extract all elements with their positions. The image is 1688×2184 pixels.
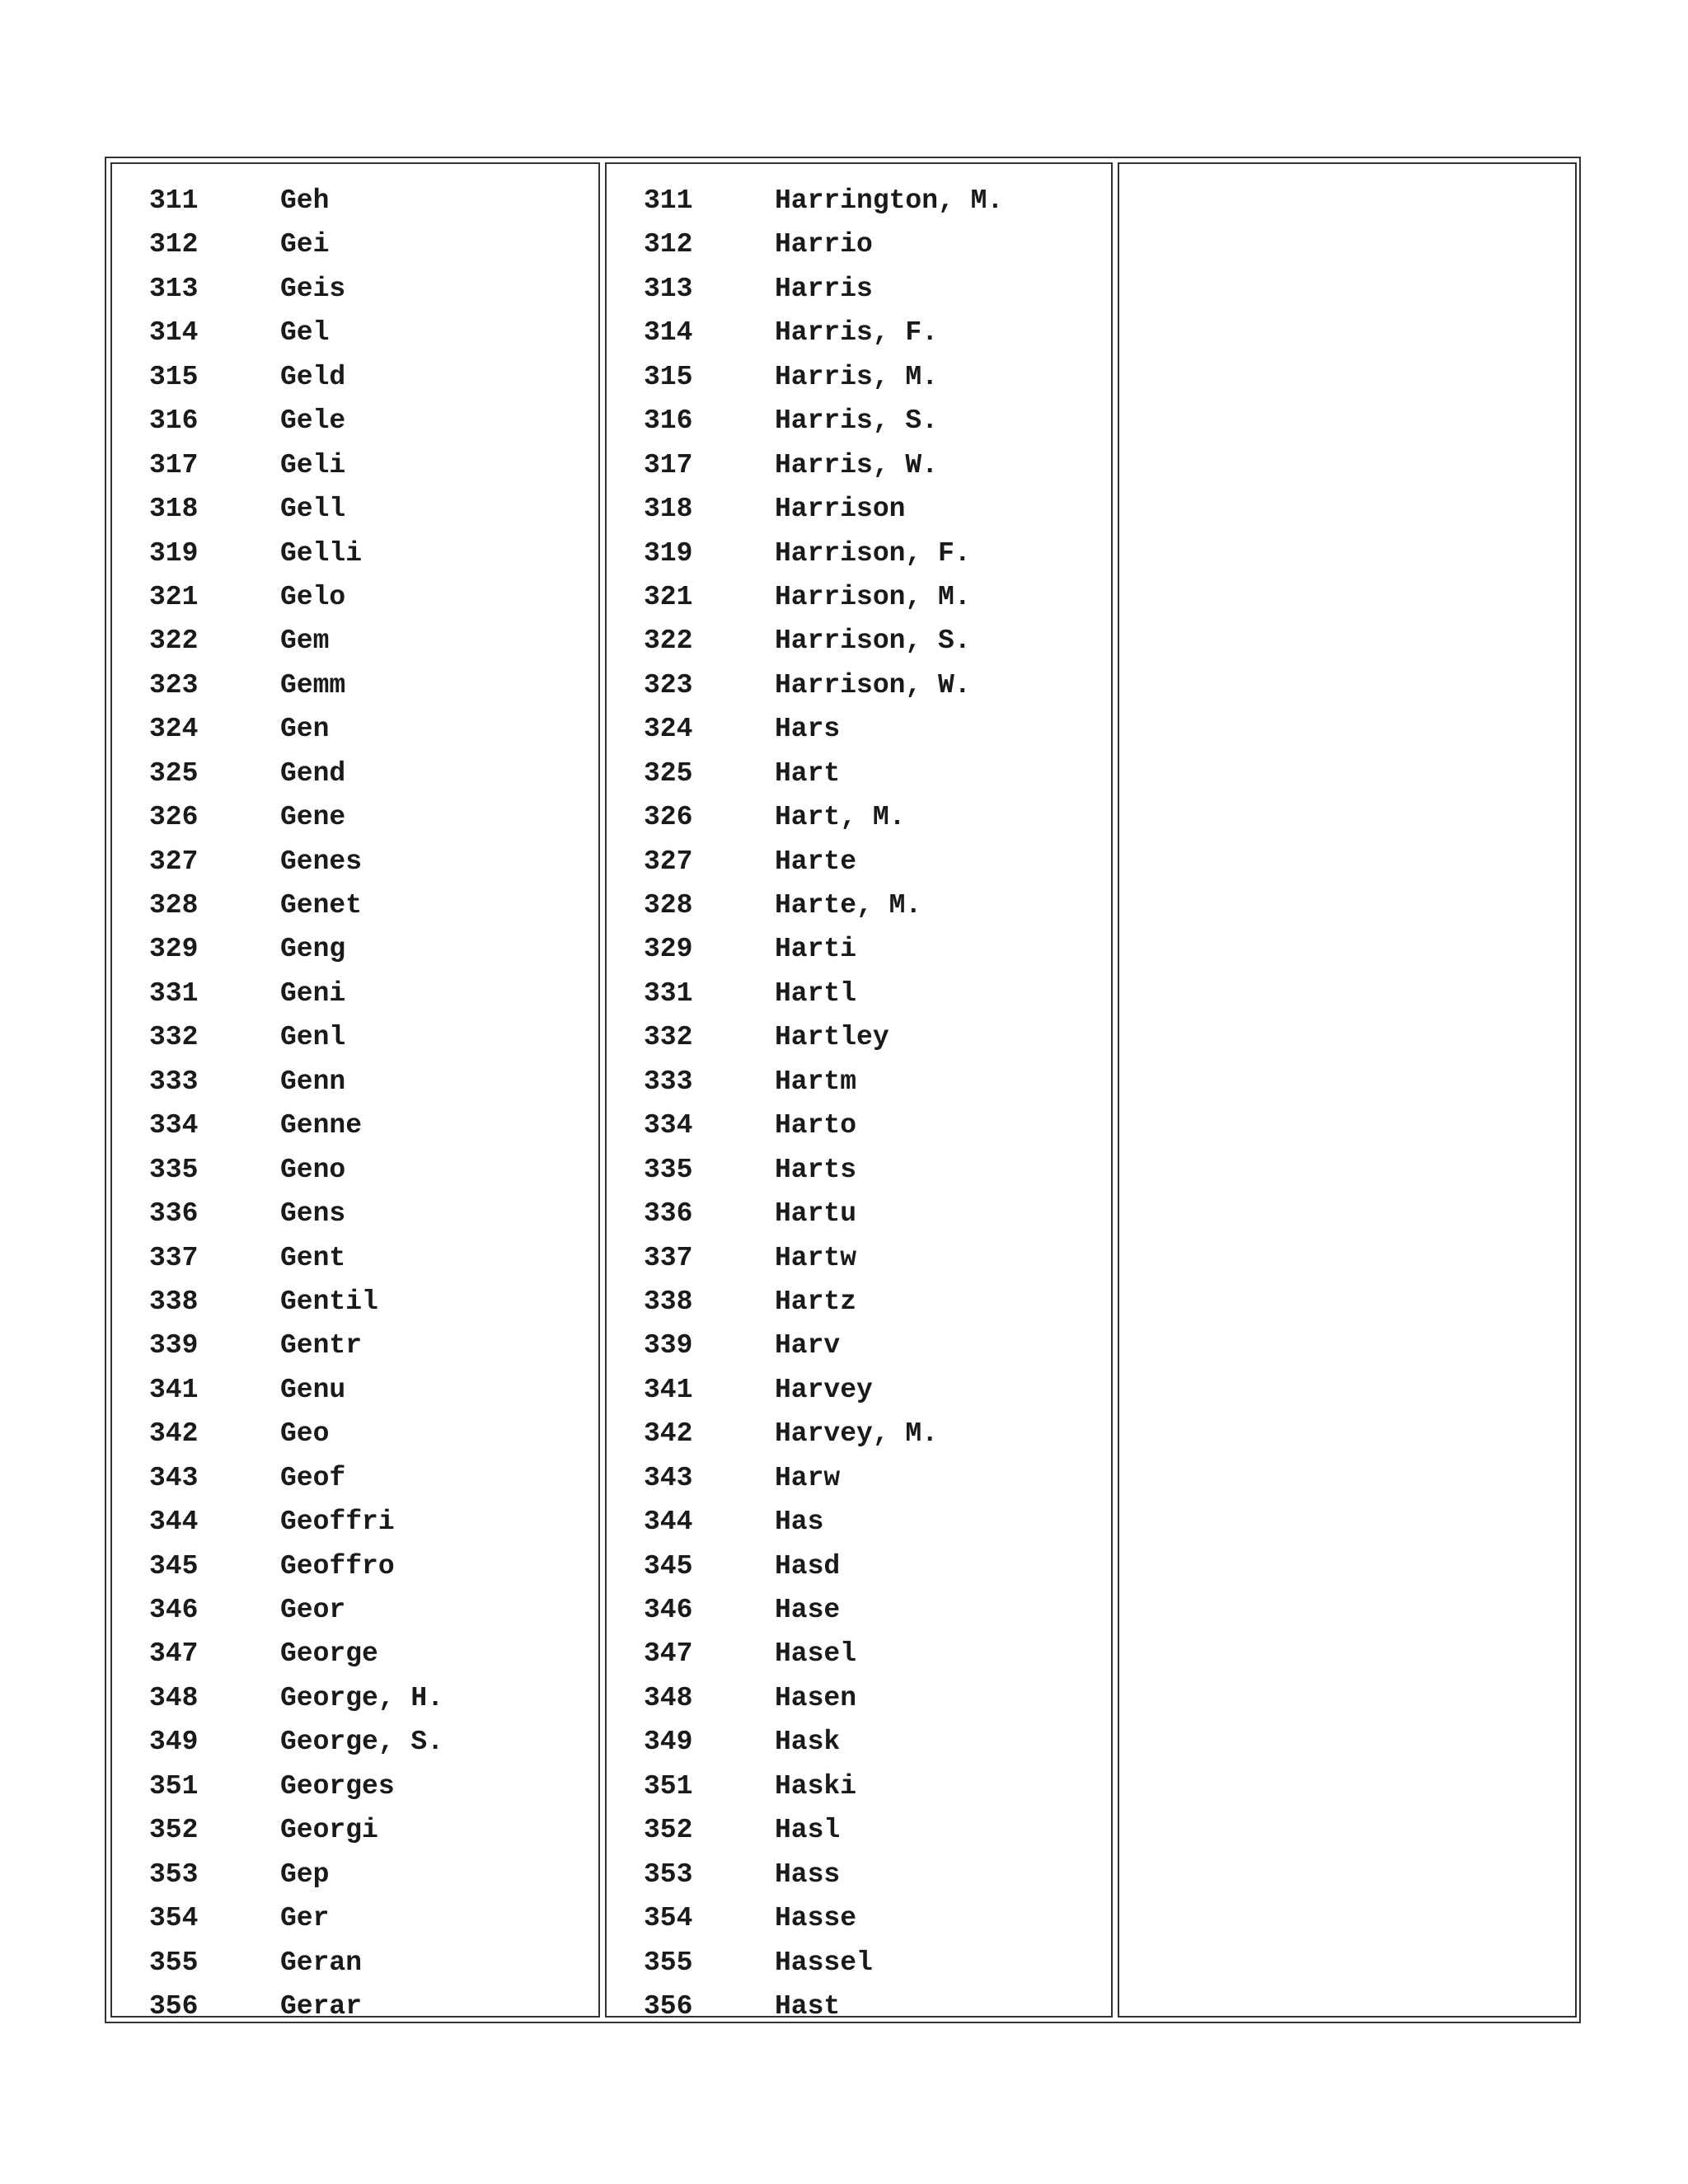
entry-name: Hartm [775, 1066, 857, 1097]
entry-name: Geno [280, 1154, 346, 1185]
entry-name: Hartz [775, 1286, 857, 1317]
entry-name: Gep [280, 1858, 330, 1890]
entry-number: 318 [644, 494, 693, 525]
entry-number: 348 [644, 1682, 693, 1713]
entry-name: Genn [280, 1066, 346, 1097]
entry-name: Harrison, W. [775, 669, 971, 701]
entry-number: 346 [149, 1595, 199, 1625]
entry-name: Ger [280, 1903, 330, 1934]
table-row [607, 1941, 1111, 1985]
entry-name: Gend [280, 757, 346, 789]
entry-name: Harw [775, 1462, 841, 1493]
table-row [607, 1456, 1111, 1500]
entry-name: Genu [280, 1374, 346, 1405]
entry-name: Gen [280, 714, 330, 745]
table-row [607, 663, 1111, 707]
table-row [607, 179, 1111, 223]
entry-name: Geor [280, 1595, 346, 1625]
entry-number: 327 [149, 846, 199, 877]
entry-number: 347 [149, 1638, 199, 1670]
entry-name: Harris, M. [775, 361, 939, 392]
table-column-1 [110, 162, 600, 2022]
entry-number: 339 [149, 1330, 199, 1361]
table-row [607, 1676, 1111, 1720]
entry-number: 322 [149, 626, 199, 657]
table-row [112, 972, 598, 1015]
entry-number: 319 [644, 537, 693, 569]
entry-number: 353 [644, 1858, 693, 1890]
entry-number: 335 [149, 1154, 199, 1185]
entry-number: 323 [644, 669, 693, 701]
entry-name: George [280, 1638, 378, 1670]
table-row [607, 223, 1111, 266]
entry-name: Gent [280, 1242, 346, 1273]
table-row [607, 1853, 1111, 1896]
entry-number: 319 [149, 537, 199, 569]
column-2-rows [607, 164, 1111, 2028]
entry-name: Harvey [775, 1374, 873, 1405]
table-row [607, 1192, 1111, 1235]
entry-number: 326 [149, 802, 199, 833]
entry-name: Hartl [775, 977, 857, 1009]
entry-name: Geoffri [280, 1507, 395, 1538]
entry-name: Gentr [280, 1330, 363, 1361]
table-row [112, 663, 598, 707]
table-row [112, 1853, 598, 1896]
table-row [607, 1720, 1111, 1764]
entry-name: Harte [775, 846, 857, 877]
entry-number: 325 [644, 757, 693, 789]
table-row [607, 1588, 1111, 1632]
entry-name: Geof [280, 1462, 346, 1493]
entry-name: Gelo [280, 581, 346, 612]
entry-name: Hask [775, 1727, 841, 1758]
table-row [112, 311, 598, 354]
entry-number: 337 [644, 1242, 693, 1273]
entry-name: Geng [280, 934, 346, 965]
entry-number: 329 [644, 934, 693, 965]
table-row [112, 1148, 598, 1192]
table-row [112, 575, 598, 619]
column-1-rows [112, 164, 598, 2028]
entry-name: Harrison, F. [775, 537, 971, 569]
entry-number: 312 [644, 229, 693, 260]
entry-number: 338 [149, 1286, 199, 1317]
entry-name: Hart [775, 757, 841, 789]
entry-number: 335 [644, 1154, 693, 1185]
entry-number: 322 [644, 626, 693, 657]
entry-name: Geni [280, 977, 346, 1009]
entry-number: 323 [149, 669, 199, 701]
entry-name: Harris, F. [775, 317, 939, 349]
entry-number: 355 [149, 1947, 199, 1978]
entry-name: Gene [280, 802, 346, 833]
table-row [112, 179, 598, 223]
entry-name: Harrison, S. [775, 626, 971, 657]
table-row [607, 972, 1111, 1015]
entry-number: 318 [149, 494, 199, 525]
entry-number: 353 [149, 1858, 199, 1890]
entry-name: Georges [280, 1770, 395, 1802]
entry-name: Gelli [280, 537, 363, 569]
table-row [607, 267, 1111, 311]
table-row [112, 1412, 598, 1455]
table-row [112, 1368, 598, 1412]
table-row [607, 1148, 1111, 1192]
table-row [112, 1765, 598, 1808]
table-row [607, 1632, 1111, 1675]
entry-number: 348 [149, 1682, 199, 1713]
entry-number: 341 [149, 1374, 199, 1405]
entry-name: Harris [775, 273, 873, 304]
entry-number: 324 [644, 714, 693, 745]
entry-number: 356 [644, 1990, 693, 2022]
entry-number: 329 [149, 934, 199, 965]
entry-number: 328 [644, 890, 693, 921]
table-row [607, 1765, 1111, 1808]
entry-name: Harrington, M. [775, 185, 1004, 216]
table-row [607, 443, 1111, 487]
entry-name: Gei [280, 229, 330, 260]
table-row [112, 443, 598, 487]
entry-name: Harte, M. [775, 890, 922, 921]
entry-number: 338 [644, 1286, 693, 1317]
entry-name: Has [775, 1507, 824, 1538]
entry-number: 352 [149, 1815, 199, 1846]
table-row [112, 1104, 598, 1147]
entry-number: 337 [149, 1242, 199, 1273]
entry-number: 316 [644, 405, 693, 437]
entry-name: Harrison, M. [775, 581, 971, 612]
table-row [112, 1324, 598, 1367]
table-row [607, 1280, 1111, 1324]
table-row [112, 1236, 598, 1280]
table-row [112, 487, 598, 531]
table-row [112, 707, 598, 751]
entry-number: 332 [644, 1022, 693, 1053]
entry-number: 314 [644, 317, 693, 349]
entry-name: Hars [775, 714, 841, 745]
entry-name: Gerar [280, 1990, 363, 2022]
entry-name: Genne [280, 1110, 363, 1141]
table-row [607, 1544, 1111, 1588]
table-row [112, 1588, 598, 1632]
entry-number: 333 [149, 1066, 199, 1097]
entry-name: Geh [280, 185, 330, 216]
entry-number: 354 [149, 1903, 199, 1934]
entry-name: Harrison [775, 494, 906, 525]
entry-name: Genl [280, 1022, 346, 1053]
entry-name: Georgi [280, 1815, 378, 1846]
entry-name: Hast [775, 1990, 841, 2022]
table-row [607, 1500, 1111, 1544]
entry-number: 316 [149, 405, 199, 437]
entry-name: Hasse [775, 1903, 857, 1934]
entry-number: 336 [149, 1198, 199, 1230]
table-row [607, 1368, 1111, 1412]
table-row [112, 1192, 598, 1235]
entry-number: 342 [644, 1418, 693, 1450]
table-row [607, 532, 1111, 575]
entry-name: Hassel [775, 1947, 873, 1978]
entry-name: Geoffro [280, 1550, 395, 1582]
entry-number: 331 [149, 977, 199, 1009]
entry-name: Harvey, M. [775, 1418, 939, 1450]
entry-number: 344 [149, 1507, 199, 1538]
table-row [607, 1104, 1111, 1147]
table-row [112, 1544, 598, 1588]
table-row [112, 1941, 598, 1985]
entry-number: 347 [644, 1638, 693, 1670]
table-row [112, 1676, 598, 1720]
table-row [112, 1015, 598, 1059]
entry-number: 321 [644, 581, 693, 612]
table-row [607, 883, 1111, 927]
entry-name: Hartley [775, 1022, 889, 1053]
entry-number: 324 [149, 714, 199, 745]
entry-name: Harti [775, 934, 857, 965]
entry-name: Harto [775, 1110, 857, 1141]
table-row [112, 1896, 598, 1940]
table-row [607, 619, 1111, 663]
table-row [112, 1985, 598, 2028]
entry-name: Harris, W. [775, 449, 939, 480]
table-row [607, 1808, 1111, 1852]
entry-number: 331 [644, 977, 693, 1009]
entry-name: Hasl [775, 1815, 841, 1846]
entry-number: 327 [644, 846, 693, 877]
entry-name: Gemm [280, 669, 346, 701]
entry-name: Hase [775, 1595, 841, 1625]
entry-number: 352 [644, 1815, 693, 1846]
entry-name: Hartu [775, 1198, 857, 1230]
entry-number: 315 [149, 361, 199, 392]
table-row [112, 1808, 598, 1852]
table-row [112, 1632, 598, 1675]
entry-name: Gentil [280, 1286, 378, 1317]
entry-number: 343 [149, 1462, 199, 1493]
entry-number: 325 [149, 757, 199, 789]
table-row [112, 752, 598, 795]
entry-name: Harris, S. [775, 405, 939, 437]
entry-name: Hass [775, 1858, 841, 1890]
entry-number: 328 [149, 890, 199, 921]
entry-number: 339 [644, 1330, 693, 1361]
entry-number: 336 [644, 1198, 693, 1230]
entry-name: Geis [280, 273, 346, 304]
entry-number: 342 [149, 1418, 199, 1450]
table-row [607, 1324, 1111, 1367]
table-row [607, 1015, 1111, 1059]
entry-name: Genet [280, 890, 363, 921]
cutter-table-frame [105, 157, 1581, 2023]
entry-number: 326 [644, 802, 693, 833]
entry-number: 312 [149, 229, 199, 260]
entry-name: Gem [280, 626, 330, 657]
entry-number: 311 [149, 185, 199, 216]
entry-number: 317 [644, 449, 693, 480]
entry-number: 356 [149, 1990, 199, 2022]
table-column-2 [605, 162, 1113, 2022]
table-row [607, 707, 1111, 751]
entry-name: Geo [280, 1418, 330, 1450]
table-row [112, 399, 598, 443]
entry-name: Hart, M. [775, 802, 906, 833]
entry-name: Geld [280, 361, 346, 392]
entry-number: 321 [149, 581, 199, 612]
entry-name: Gell [280, 494, 346, 525]
table-row [112, 795, 598, 839]
table-row [112, 355, 598, 399]
table-row [112, 619, 598, 663]
table-row [112, 532, 598, 575]
entry-name: George, S. [280, 1727, 444, 1758]
entry-name: Haski [775, 1770, 857, 1802]
entry-name: George, H. [280, 1682, 444, 1713]
entry-number: 313 [644, 273, 693, 304]
table-row [112, 840, 598, 883]
entry-number: 349 [644, 1727, 693, 1758]
entry-number: 345 [149, 1550, 199, 1582]
entry-number: 355 [644, 1947, 693, 1978]
entry-number: 317 [149, 449, 199, 480]
entry-name: Gens [280, 1198, 346, 1230]
table-row [607, 1985, 1111, 2028]
table-row [112, 1456, 598, 1500]
table-row [112, 223, 598, 266]
entry-number: 334 [149, 1110, 199, 1141]
table-row [607, 355, 1111, 399]
table-row [112, 267, 598, 311]
table-row [112, 1280, 598, 1324]
entry-number: 343 [644, 1462, 693, 1493]
entry-number: 349 [149, 1727, 199, 1758]
entry-number: 313 [149, 273, 199, 304]
entry-name: Harts [775, 1154, 857, 1185]
entry-name: Hartw [775, 1242, 857, 1273]
entry-name: Harrio [775, 229, 873, 260]
entry-number: 351 [149, 1770, 199, 1802]
entry-number: 351 [644, 1770, 693, 1802]
entry-number: 354 [644, 1903, 693, 1934]
table-row [607, 487, 1111, 531]
table-row [607, 575, 1111, 619]
entry-name: Hasen [775, 1682, 857, 1713]
entry-name: Gel [280, 317, 330, 349]
entry-number: 314 [149, 317, 199, 349]
entry-number: 333 [644, 1066, 693, 1097]
table-row [607, 1236, 1111, 1280]
table-column-3 [1118, 162, 1577, 2018]
table-row [607, 1412, 1111, 1455]
entry-number: 311 [644, 185, 693, 216]
table-row [112, 1060, 598, 1104]
column-3-rows [1119, 164, 1575, 179]
entry-name: Hasel [775, 1638, 857, 1670]
table-row [607, 752, 1111, 795]
table-row [607, 1896, 1111, 1940]
table-row [607, 399, 1111, 443]
entry-number: 346 [644, 1595, 693, 1625]
table-row [607, 927, 1111, 971]
entry-number: 332 [149, 1022, 199, 1053]
entry-number: 341 [644, 1374, 693, 1405]
table-row [607, 1060, 1111, 1104]
entry-name: Harv [775, 1330, 841, 1361]
entry-number: 344 [644, 1507, 693, 1538]
entry-number: 315 [644, 361, 693, 392]
entry-number: 334 [644, 1110, 693, 1141]
table-row [112, 927, 598, 971]
entry-name: Geran [280, 1947, 363, 1978]
table-row [607, 311, 1111, 354]
table-row [607, 840, 1111, 883]
table-row [112, 883, 598, 927]
entry-name: Genes [280, 846, 363, 877]
table-row [112, 1500, 598, 1544]
entry-name: Gele [280, 405, 346, 437]
entry-name: Geli [280, 449, 346, 480]
entry-name: Hasd [775, 1550, 841, 1582]
table-row [112, 1720, 598, 1764]
table-row [607, 795, 1111, 839]
entry-number: 345 [644, 1550, 693, 1582]
